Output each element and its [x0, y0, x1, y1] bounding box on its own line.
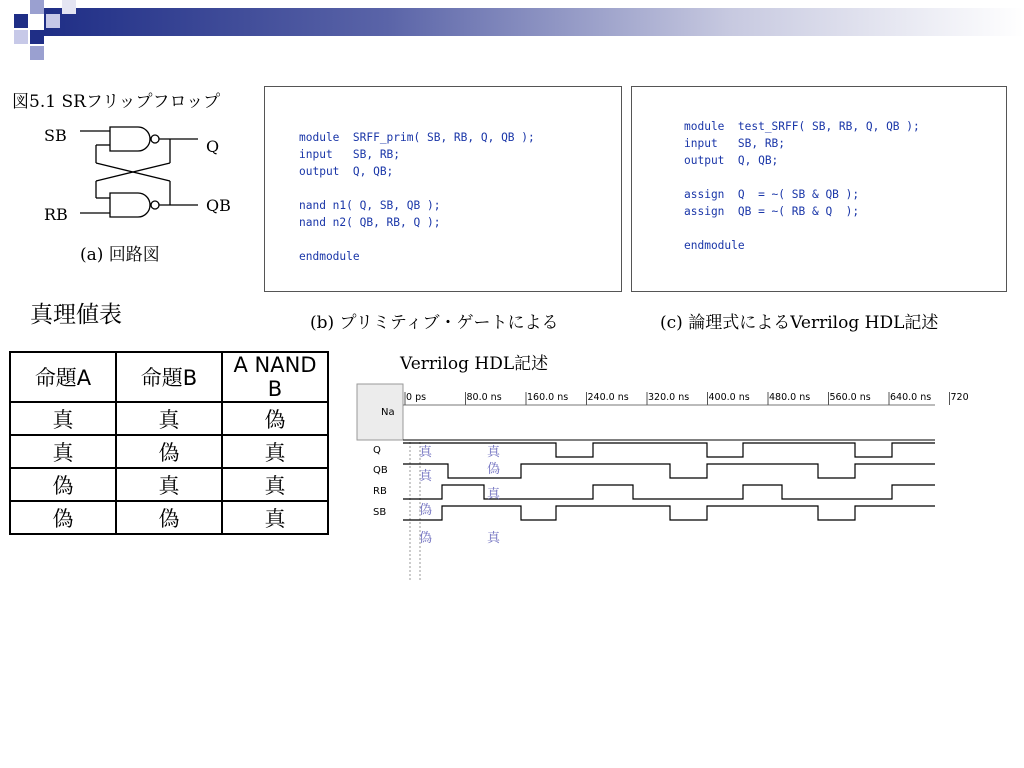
header-square-light-3 — [14, 30, 28, 44]
figure-title: 図5.1 SRフリップフロップ — [12, 92, 221, 112]
signal-name-rb: RB — [373, 486, 387, 497]
table-row — [10, 402, 328, 435]
header-square-light — [30, 0, 44, 14]
table-header-cell: A NAND B — [222, 352, 328, 402]
table-row — [10, 501, 328, 534]
header-square-light-4 — [30, 46, 44, 60]
time-label: 720 — [950, 392, 969, 403]
header-square-faint — [62, 0, 76, 14]
code-box-primitive — [264, 86, 622, 292]
table-cell: 真 — [222, 468, 328, 501]
table-cell: 偽 — [222, 402, 328, 435]
input-label-sb: SB — [44, 126, 67, 145]
table-cell: 真 — [222, 435, 328, 468]
header-square-light-2 — [46, 14, 60, 28]
time-label: 640.0 ns — [890, 392, 932, 403]
table-cell: 偽 — [10, 468, 116, 501]
time-label: 320.0 ns — [648, 392, 690, 403]
code-expression: module test_SRFF( SB, RB, Q, QB ); input SB, RB; output Q, QB; assign Q = ~( SB & QB ); assign QB = ~( RB & Q ); endmodule — [684, 120, 920, 252]
time-label: 160.0 ns — [527, 392, 569, 403]
table-cell: 偽 — [116, 501, 222, 534]
nand-bubble-lower — [151, 201, 159, 209]
table-cell: 偽 — [116, 435, 222, 468]
caption-expression: (c) 論理式によるVerrilog HDL記述 — [660, 313, 939, 333]
annotation-col2-1: 偽 — [487, 462, 501, 477]
waveform-viewer — [357, 384, 969, 582]
time-label: 560.0 ns — [829, 392, 871, 403]
table-cell: 真 — [116, 402, 222, 435]
annotation-col2-3: 真 — [487, 531, 501, 546]
input-label-rb: RB — [44, 205, 68, 224]
nand-gate-upper — [110, 127, 150, 151]
annotation-col1-2: 偽 — [419, 503, 433, 518]
caption-primitive: (b) プリミティブ・ゲートによる — [310, 313, 559, 333]
header-square-dark-2 — [30, 30, 44, 44]
caption-simulation: Verrilog HDL記述 — [400, 354, 549, 374]
table-cell: 偽 — [10, 501, 116, 534]
time-label: 80.0 ns — [466, 392, 502, 403]
table-cell: 真 — [10, 402, 116, 435]
annotation-col1-0: 真 — [419, 445, 433, 460]
signal-name-qb: QB — [373, 465, 388, 476]
time-label: 240.0 ns — [587, 392, 629, 403]
time-label: 480.0 ns — [769, 392, 811, 403]
header-gradient-bar — [44, 8, 1024, 36]
table-header-row — [10, 352, 328, 402]
signal-name-q: Q — [373, 445, 381, 456]
truth-table — [9, 351, 329, 535]
annotation-col2-2: 真 — [487, 487, 501, 502]
output-label-qb: QB — [206, 196, 231, 215]
annotation-col1-3: 偽 — [419, 531, 433, 546]
truth-table-title: 真理値表 — [30, 302, 122, 328]
header-square-dark — [14, 14, 28, 28]
code-primitive: module SRFF_prim( SB, RB, Q, QB ); input SB, RB; output Q, QB; nand n1( Q, SB, QB ); nand n2( QB, RB, Q ); endmodule — [299, 131, 535, 263]
table-cell: 真 — [116, 468, 222, 501]
code-box-expression — [631, 86, 1007, 292]
signal-name-sb: SB — [373, 507, 387, 518]
name-header-label: Na — [381, 407, 395, 418]
caption-circuit: (a) 回路図 — [80, 245, 160, 265]
annotation-col1-1: 真 — [419, 469, 433, 484]
output-label-q: Q — [206, 137, 220, 156]
table-row — [10, 435, 328, 468]
time-label: 0 ps — [406, 392, 427, 403]
nand-bubble-upper — [151, 135, 159, 143]
table-row — [10, 468, 328, 501]
table-cell: 真 — [222, 501, 328, 534]
table-header-cell: 命題A — [10, 352, 116, 402]
time-label: 400.0 ns — [708, 392, 750, 403]
table-header-cell: 命題B — [116, 352, 222, 402]
nand-gate-lower — [110, 193, 150, 217]
annotation-col2-0: 真 — [487, 445, 501, 460]
table-cell: 真 — [10, 435, 116, 468]
name-column-header — [357, 384, 403, 440]
